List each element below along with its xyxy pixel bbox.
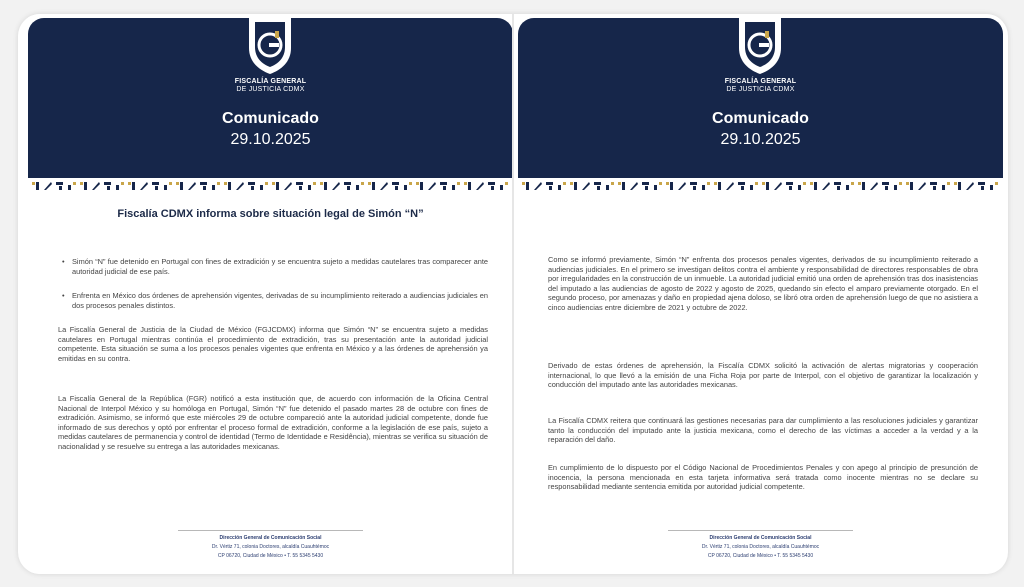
- pattern-mark: [558, 182, 566, 190]
- pattern-mark: [332, 182, 340, 190]
- pattern-mark: [618, 182, 625, 190]
- pattern-mark: [68, 182, 76, 190]
- pattern-mark: [786, 182, 793, 190]
- pattern-mark: [750, 182, 758, 190]
- paragraph: La Fiscalía General de Justicia de la Ciudad de México (FGJCDMX) informa que Simón “N” se encuentra sujeto a medidas cautelares en Portugal mientras continúa el procedimiento de extradición, tras su presentación ante la autoridad judicial competente. Esta situación se suma a los procesos penales vigentes que enfrenta en México y a las órdenes de aprehensión ya emitidas en su contra.: [58, 325, 488, 363]
- institution-name-line2: DE JUSTICIA CDMX: [236, 86, 305, 93]
- footer-contact: CP 06720, Ciudad de México • T. 55 5345 5430: [217, 553, 324, 559]
- pattern-mark: [80, 182, 87, 190]
- footer-department: Dirección General de Comunicación Social: [219, 535, 322, 541]
- page-header: [28, 18, 513, 178]
- institution-name-line1: FISCALÍA GENERAL: [234, 78, 307, 85]
- pattern-mark: [200, 182, 207, 190]
- pattern-mark: [452, 182, 460, 190]
- footer-address: Dr. Vértiz 71, colonia Doctores, alcaldía Cuauhtémoc: [211, 544, 330, 550]
- pattern-mark: [738, 182, 745, 190]
- pattern-mark: [320, 182, 327, 190]
- pattern-mark: [404, 182, 412, 190]
- pattern-mark: [678, 182, 686, 190]
- pattern-mark: [236, 182, 244, 190]
- paragraph: La Fiscalía CDMX reitera que continuará las gestiones necesarias para dar cumplimiento a las resoluciones judiciales y garantizar tanto la conducción del imputado ante la justicia mexicana, como el derecho de las víctimas a acceder a la verdad y a la reparación del daño.: [548, 416, 978, 445]
- pattern-mark: [930, 182, 937, 190]
- pattern-mark: [464, 182, 471, 190]
- page-divider: [512, 14, 514, 574]
- bullet-item: [58, 257, 488, 276]
- pattern-mark: [966, 182, 974, 190]
- decorative-pattern-band: [28, 180, 513, 192]
- pattern-mark: [32, 182, 39, 190]
- footer-address: Dr. Vértiz 71, colonia Doctores, alcaldía Cuauhtémoc: [701, 544, 820, 550]
- pattern-mark: [798, 182, 806, 190]
- pattern-mark: [416, 182, 423, 190]
- pattern-mark: [500, 182, 508, 190]
- heading: Comunicado: [222, 110, 319, 127]
- footer-divider: [178, 530, 363, 531]
- pattern-mark: [152, 182, 159, 190]
- pattern-mark: [978, 182, 985, 190]
- pattern-mark: [116, 182, 124, 190]
- pattern-mark: [104, 182, 111, 190]
- pattern-mark: [344, 182, 351, 190]
- page-1: [28, 14, 513, 574]
- pattern-mark: [488, 182, 495, 190]
- date: 29.10.2025: [230, 131, 311, 148]
- pattern-mark: [56, 182, 63, 190]
- footer-contact: CP 06720, Ciudad de México • T. 55 5345 5430: [707, 553, 814, 559]
- pattern-mark: [92, 182, 100, 190]
- pattern-mark: [714, 182, 721, 190]
- fgj-shield-logo-icon: [735, 18, 785, 74]
- paragraph: En cumplimiento de lo dispuesto por el Código Nacional de Procedimientos Penales y con apego al principio de presunción de inocencia, la persona mencionada en esta tarjeta informativa será tratada como inocente mientras no se declare su responsabilidad mediante sentencia emitida por autoridad judicial competente.: [548, 463, 978, 492]
- pattern-mark: [870, 182, 878, 190]
- bullet-dot-icon: •: [62, 291, 65, 300]
- footer-department: Dirección General de Comunicación Social: [709, 535, 812, 541]
- pattern-mark: [428, 182, 436, 190]
- pattern-mark: [906, 182, 913, 190]
- pattern-mark: [954, 182, 961, 190]
- pattern-mark: [440, 182, 447, 190]
- pattern-mark: [140, 182, 148, 190]
- paragraph: La Fiscalía General de la República (FGR) notificó a esta institución que, de acuerdo con información de la Oficina Central Nacional de Interpol México y su homóloga en Portugal, Simón “N” fue detenido el pasado martes 28 de octubre con fines de extradición. Asimismo, se informó que este miércoles 29 de octubre compareció ante la autoridad judicial competente, donde fue informado de sus derechos y optó por enfrentar el proceso formal de extradición, conforme a la legislación de ese país, sujeto a medidas cautelares de permanencia y control de identidad (Termo de Identidade e Residência), mientras se verifica su situación de nacionalidad y se resuelve su entrega a las autoridades mexicanas.: [58, 394, 488, 451]
- fgj-shield-logo-icon: [245, 18, 295, 74]
- pattern-mark: [846, 182, 854, 190]
- pattern-mark: [44, 182, 52, 190]
- pattern-mark: [882, 182, 889, 190]
- heading: Comunicado: [712, 110, 809, 127]
- pattern-mark: [858, 182, 865, 190]
- pattern-mark: [774, 182, 782, 190]
- pattern-mark: [188, 182, 196, 190]
- pattern-mark: [272, 182, 279, 190]
- pattern-mark: [702, 182, 710, 190]
- pattern-mark: [990, 182, 998, 190]
- footer-divider: [668, 530, 853, 531]
- pattern-mark: [224, 182, 231, 190]
- pattern-mark: [522, 182, 529, 190]
- pattern-mark: [810, 182, 817, 190]
- bullet-text: Simón “N” fue detenido en Portugal con fines de extradición y se encuentra sujeto a medidas cautelares tras comparecer ante autoridad judicial de ese país.: [72, 257, 488, 276]
- pattern-mark: [212, 182, 220, 190]
- pattern-mark: [918, 182, 926, 190]
- pattern-mark: [368, 182, 375, 190]
- pattern-mark: [762, 182, 769, 190]
- pattern-mark: [308, 182, 316, 190]
- paragraph: Como se informó previamente, Simón “N” enfrenta dos procesos penales vigentes, derivados de su incumplimiento reiterado a audiencias judiciales. En el primero se investigan delitos contra el ambiente y responsabilidad de directores responsables de obra por irregularidades en la construcción de un inmueble. La autoridad judicial emitió una orden de aprehensión tras dos inasistencias del imputado a las audiencias de agosto de 2022 y agosto de 2025, quedando sin efecto el amparo previamente otorgado. En el segundo proceso, por amenazas y daño en propiedad ajena doloso, se libró otra orden de aprehensión luego de que no asistiera a cinco audiencias entre diciembre de 2021 y octubre de 2022.: [548, 255, 978, 312]
- date: 29.10.2025: [720, 131, 801, 148]
- pattern-mark: [594, 182, 601, 190]
- pattern-mark: [248, 182, 255, 190]
- page-header: [518, 18, 1003, 178]
- pattern-mark: [642, 182, 649, 190]
- pattern-mark: [690, 182, 697, 190]
- document-title: Fiscalía CDMX informa sobre situación legal de Simón “N”: [117, 208, 424, 220]
- pattern-mark: [284, 182, 292, 190]
- pattern-mark: [894, 182, 902, 190]
- bullet-text: Enfrenta en México dos órdenes de aprehensión vigentes, derivadas de su incumplimiento reiterado a audiencias judiciales en dos procesos penales distintos.: [72, 291, 488, 310]
- bullet-item: [58, 291, 488, 310]
- decorative-pattern-band: [518, 180, 1003, 192]
- pattern-mark: [176, 182, 183, 190]
- pattern-mark: [356, 182, 364, 190]
- pattern-mark: [630, 182, 638, 190]
- pattern-mark: [296, 182, 303, 190]
- pattern-mark: [546, 182, 553, 190]
- pattern-mark: [164, 182, 172, 190]
- pattern-mark: [128, 182, 135, 190]
- document-viewer: [18, 14, 1008, 574]
- pattern-mark: [834, 182, 841, 190]
- paragraph: Derivado de estas órdenes de aprehensión, la Fiscalía CDMX solicitó la activación de alertas migratorias y cooperación internacional, lo que llevó a la emisión de una Ficha Roja por parte de Interpol, con el objetivo de garantizar la localización y conducción del imputado ante las autoridades mexicanas.: [548, 361, 978, 390]
- pattern-mark: [606, 182, 614, 190]
- pattern-mark: [582, 182, 590, 190]
- pattern-mark: [476, 182, 484, 190]
- pattern-mark: [666, 182, 673, 190]
- pattern-mark: [726, 182, 734, 190]
- bullet-dot-icon: •: [62, 257, 65, 266]
- institution-name-line1: FISCALÍA GENERAL: [724, 78, 797, 85]
- pattern-mark: [380, 182, 388, 190]
- pattern-mark: [570, 182, 577, 190]
- pattern-mark: [654, 182, 662, 190]
- page-2: [518, 14, 1003, 574]
- pattern-mark: [534, 182, 542, 190]
- pattern-mark: [260, 182, 268, 190]
- pattern-mark: [942, 182, 950, 190]
- pattern-mark: [392, 182, 399, 190]
- institution-name-line2: DE JUSTICIA CDMX: [726, 86, 795, 93]
- pattern-mark: [822, 182, 830, 190]
